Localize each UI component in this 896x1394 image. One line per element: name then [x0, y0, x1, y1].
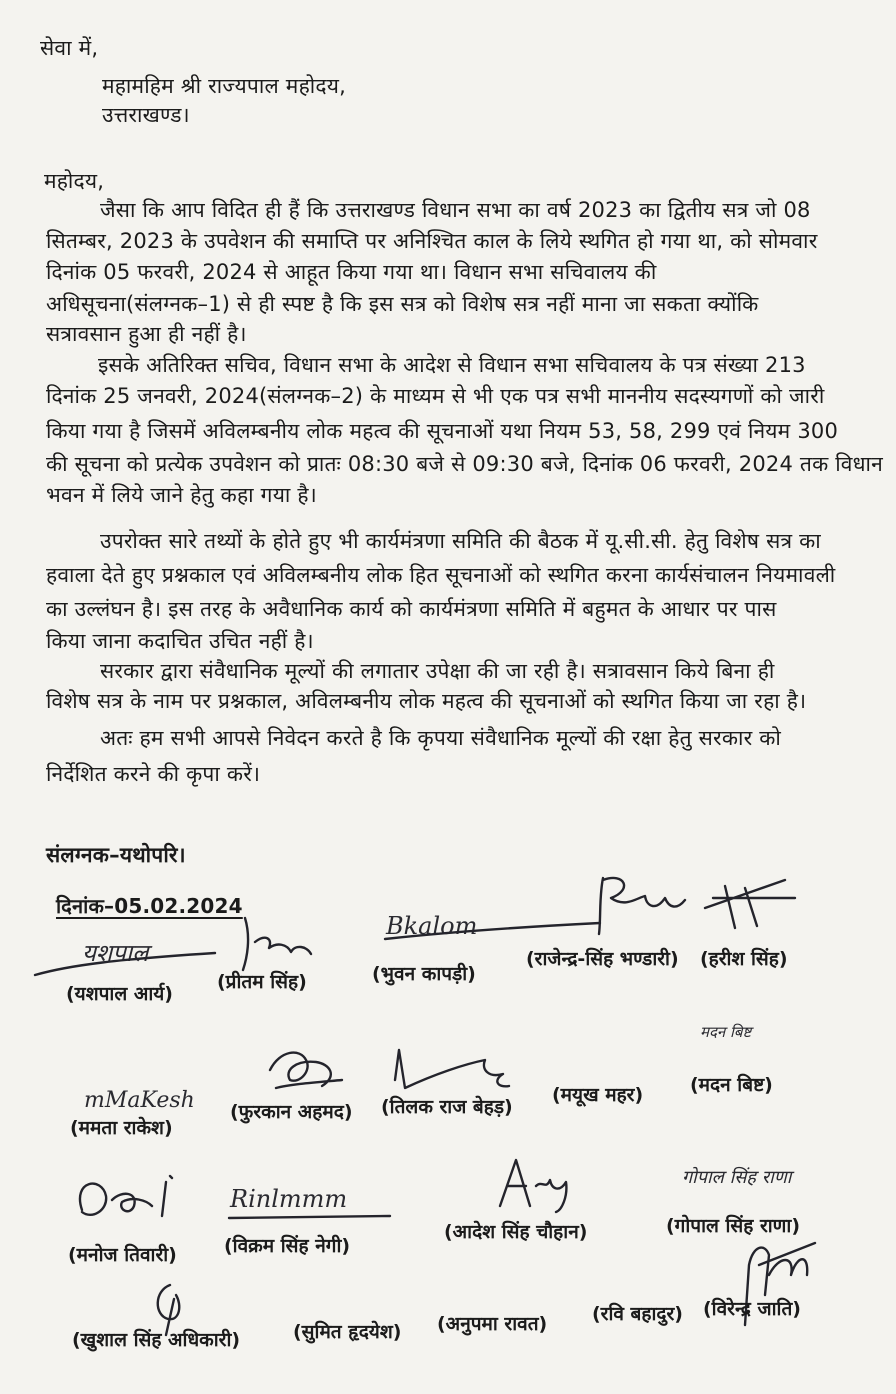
signature-vikram-stroke — [225, 1212, 395, 1222]
para2-line1: इसके अतिरिक्त सचिव, विधान सभा के आदेश से विधान सभा सचिवालय के पत्र संख्या 213 — [98, 353, 806, 377]
para1-line4: अधिसूचना(संलग्नक–1) से ही स्पष्ट है कि इस सत्र को विशेष सत्र नहीं माना जा सकता क्योंकि — [46, 292, 759, 316]
addressee-state: उत्तराखण्ड। — [102, 103, 190, 127]
para1-line1: जैसा कि आप विदित ही हैं कि उत्तराखण्ड विधान सभा का वर्ष 2023 का द्वितीय सत्र जो 08 — [100, 198, 811, 222]
signature-yashpal-stroke — [30, 945, 220, 985]
signatory-name: (तिलक राज बेहड़) — [381, 1096, 513, 1118]
para5-line2: निर्देशित करने की कृपा करें। — [46, 762, 261, 786]
signatory-name: (विक्रम सिंह नेगी) — [224, 1235, 351, 1257]
signatory-name: (फुरकान अहमद) — [230, 1101, 353, 1123]
signatory-name: (अनुपमा रावत) — [437, 1313, 548, 1335]
signatory-name: (सुमित हृदयेश) — [293, 1321, 402, 1343]
para3-line2: हवाला देते हुए प्रश्नकाल एवं अविलम्बनीय लोक हित सूचनाओं को स्थगित करना कार्यसंचालन नियमावली — [46, 563, 836, 587]
para3-line1: उपरोक्त सारे तथ्यों के होते हुए भी कार्यमंत्रणा समिति की बैठक में यू.सी.सी. हेतु विशेष सत्र का — [100, 529, 821, 553]
greeting: महोदय, — [44, 169, 105, 193]
signature-rajendra — [585, 868, 805, 948]
signatory-name: (मदन बिष्ट) — [690, 1074, 773, 1096]
signatory-name: (राजेन्द्र-सिंह भण्डारी) — [526, 948, 679, 970]
signature-gopal: गोपाल सिंह राणा — [682, 1167, 792, 1188]
para2-line2: दिनांक 25 जनवरी, 2024(संलग्नक–2) के माध्यम से भी एक पत्र सभी माननीय सदस्यगणों को जारी — [46, 384, 825, 408]
para1-line2: सितम्बर, 2023 के उपवेशन की समाप्ति पर अनिश्चित काल के लिये स्थगित हो गया था, को सोमवार — [46, 229, 818, 253]
signature-adesh — [490, 1150, 590, 1220]
signatory-name: (यशपाल आर्य) — [66, 983, 173, 1005]
letter-date: दिनांक–05.02.2024 — [56, 894, 243, 918]
signature-madan: मदन बिष्ट — [700, 1023, 752, 1041]
signature-manoj — [62, 1170, 202, 1240]
signature-vikram: Rinlmmm — [230, 1185, 348, 1213]
enclosure-note: संलग्नक–यथोपरि। — [46, 843, 186, 867]
signatory-name: (हरीश सिंह) — [700, 948, 788, 970]
addressee-title: महामहिम श्री राज्यपाल महोदय, — [102, 74, 346, 98]
para3-line3: का उल्लंघन है। इस तरह के अवैधानिक कार्य को कार्यमंत्रणा समिति में बहुमत के आधार पर पास — [46, 597, 777, 621]
para4-line1: सरकार द्वारा संवैधानिक मूल्यों की लगातार उपेक्षा की जा रही है। सत्रावसान किये बिना ही — [100, 659, 775, 683]
signatory-name: (भुवन कापड़ी) — [372, 963, 476, 985]
signature-tilak — [385, 1030, 525, 1100]
signatory-name: (खुशाल सिंह अधिकारी) — [72, 1329, 241, 1351]
para2-line3: किया गया है जिसमें अविलम्बनीय लोक महत्व की सूचनाओं यथा नियम 53, 58, 299 एवं नियम 300 — [46, 419, 839, 443]
signature-yashpal: यशपाल — [82, 939, 149, 967]
salutation: सेवा में, — [40, 36, 99, 60]
para3-line4: किया जाना कदाचित उचित नहीं है। — [46, 629, 314, 653]
signatory-name: (मयूख महर) — [552, 1084, 644, 1106]
para4-line2: विशेष सत्र के नाम पर प्रश्नकाल, अविलम्बनीय लोक महत्व की सूचनाओं को स्थगित किया जा रहा है। — [46, 689, 807, 713]
signature-furkan — [260, 1040, 350, 1100]
signatory-name: (मनोज तिवारी) — [68, 1244, 177, 1266]
para1-line3: दिनांक 05 फरवरी, 2024 से आहूत किया गया था। विधान सभा सचिवालय की — [46, 260, 657, 284]
para5-line1: अतः हम सभी आपसे निवेदन करते है कि कृपया संवैधानिक मूल्यों की रक्षा हेतु सरकार को — [100, 726, 782, 750]
para2-line5: भवन में लिये जाने हेतु कहा गया है। — [46, 483, 317, 507]
signatory-name: (आदेश सिंह चौहान) — [444, 1221, 588, 1243]
signatory-name: (गोपाल सिंह राणा) — [666, 1215, 801, 1237]
signatory-name: (रवि बहादुर) — [592, 1303, 683, 1325]
signatory-name: (विरेन्द्र जाति) — [703, 1298, 801, 1320]
para1-line5: सत्रावसान हुआ ही नहीं है। — [46, 322, 247, 346]
para2-line4: की सूचना को प्रत्येक उपवेशन को प्रातः 08:30 बजे से 09:30 बजे, दिनांक 06 फरवरी, 2024 तक विधान — [46, 452, 884, 476]
signature-bhuvan: Bkalom — [386, 912, 478, 940]
signatory-name: (प्रीतम सिंह) — [217, 971, 307, 993]
signatory-name: (ममता राकेश) — [70, 1117, 173, 1139]
signature-mamta: mMaKesh — [84, 1088, 195, 1113]
